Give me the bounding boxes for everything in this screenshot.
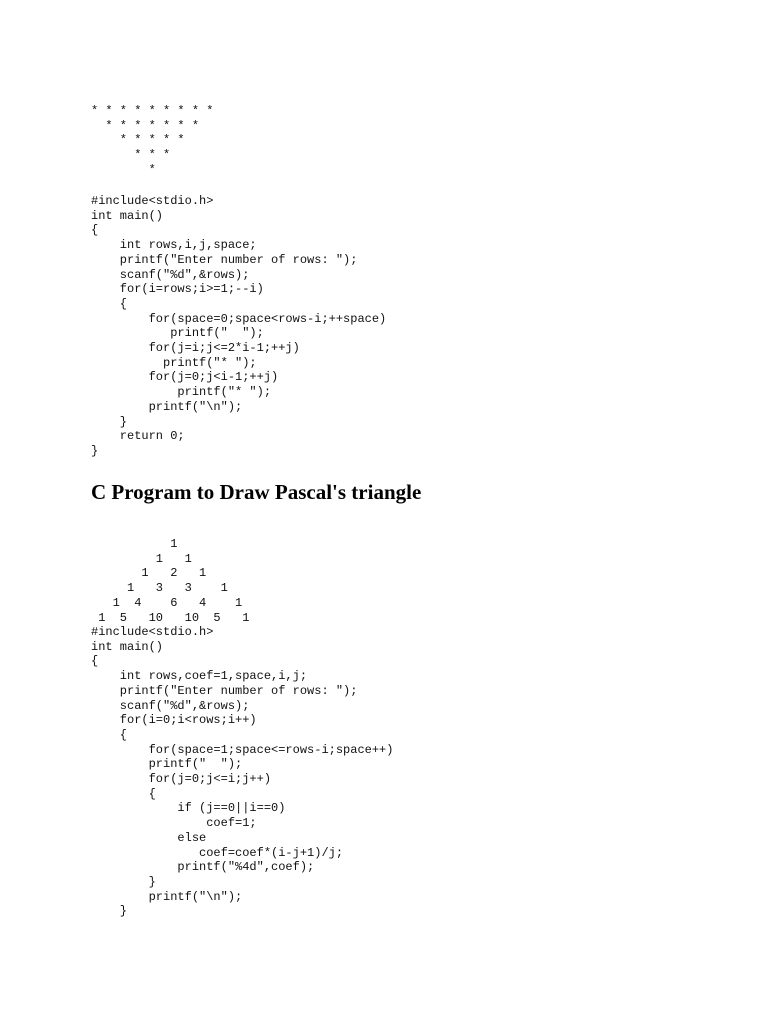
inverted-pyramid-output: * * * * * * * * * * * * * * * * * * * * * * * * *	[91, 104, 214, 177]
pascal-triangle-output: 1 1 1 1 2 1 1 3 3 1 1 4 6 4 1 1 5 10 10 5 1	[98, 537, 250, 625]
pascal-triangle-code-block: #include<stdio.h> int main() { int rows,coef=1,space,i,j; printf("Enter number of rows: "); scanf("%d",&rows); for(i=0;i<rows;i++) { for(space=1;space<=rows-i;space++) printf(" "); for(j=0;j<=i;j++) { if (j==0||i==0) coef=1; else coef=coef*(i-j+1)/j; printf("%4d",coef); } printf("\n"); }	[91, 625, 394, 919]
inverted-pyramid-code-block: #include<stdio.h> int main() { int rows,i,j,space; printf("Enter number of rows: "); scanf("%d",&rows); for(i=rows;i>=1;--i) { for(space=0;space<rows-i;++space) printf(" "); for(j=i;j<=2*i-1;++j) printf("* "); for(j=0;j<i-1;++j) printf("* "); printf("\n"); } return 0; }	[91, 194, 387, 458]
pascal-triangle-heading: C Program to Draw Pascal's triangle	[91, 480, 422, 504]
